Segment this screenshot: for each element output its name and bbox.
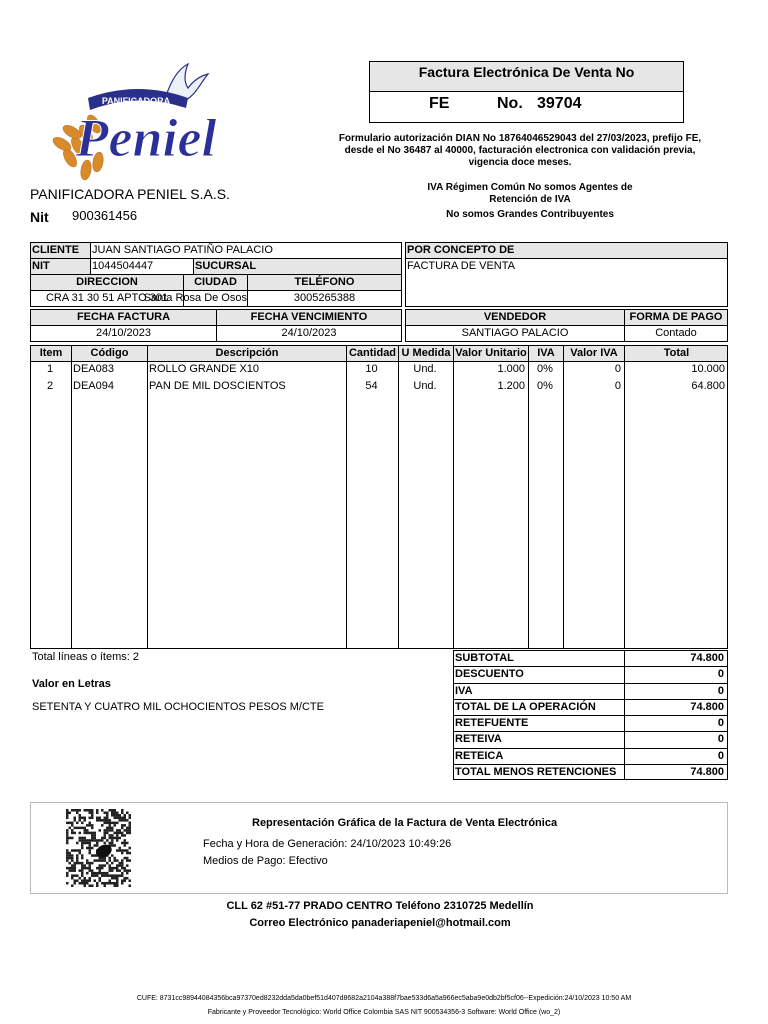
forma-pago-value: Contado bbox=[655, 327, 697, 339]
totals-value: 0 bbox=[717, 749, 724, 762]
cliente-value: JUAN SANTIAGO PATIÑO PALACIO bbox=[92, 244, 273, 256]
vendedor-value: SANTIAGO PALACIO bbox=[461, 327, 569, 339]
table-cell: DEA094 bbox=[73, 380, 114, 392]
invoice-prefix: FE bbox=[429, 95, 450, 112]
company-logo bbox=[48, 58, 218, 186]
payment-method bbox=[203, 855, 328, 867]
direccion-value: CRA 31 30 51 APTO 301 bbox=[45, 292, 169, 304]
footer-email bbox=[30, 917, 730, 929]
table-cell: PAN DE MIL DOSCIENTOS bbox=[149, 380, 286, 392]
items-header-cell: Item bbox=[39, 347, 63, 359]
items-column-divider bbox=[624, 345, 625, 649]
fecha-factura-value: 24/10/2023 bbox=[95, 327, 152, 339]
items-column-divider bbox=[398, 345, 399, 649]
client-vline-1 bbox=[90, 242, 91, 274]
valor-letras-label: Valor en Letras bbox=[32, 678, 111, 690]
items-column-divider bbox=[453, 345, 454, 649]
totals-value: 0 bbox=[717, 717, 724, 729]
table-cell: Und. bbox=[413, 363, 437, 375]
table-cell: ROLLO GRANDE X10 bbox=[149, 363, 260, 375]
fecha-vencimiento-label: FECHA VENCIMIENTO bbox=[250, 311, 368, 323]
items-header-cell: Código bbox=[90, 347, 129, 359]
dian-line-1: Formulario autorización DIAN No 18764046529043 del 27/03/2023, prefijo FE, bbox=[338, 133, 702, 144]
totals-value: 0 bbox=[717, 684, 724, 697]
table-cell: 1.200 bbox=[497, 380, 525, 392]
table-cell: 0 bbox=[614, 363, 621, 375]
telefono-label: TELÉFONO bbox=[294, 276, 355, 288]
sucursal-label: SUCURSAL bbox=[195, 260, 257, 272]
table-cell: 0% bbox=[537, 380, 553, 392]
dian-line-3: vigencia doce meses. bbox=[468, 157, 572, 168]
dian-text bbox=[320, 133, 720, 169]
totals-label: TOTAL MENOS RETENCIONES bbox=[455, 765, 617, 778]
totals-value: 74.800 bbox=[690, 765, 724, 778]
telefono-value: 3005265388 bbox=[293, 292, 356, 304]
contributor-text: No somos Grandes Contribuyentes bbox=[446, 209, 614, 220]
table-cell: 0 bbox=[614, 380, 621, 392]
footer-address: CLL 62 #51-77 PRADO CENTRO Teléfono 2310725 Medellín bbox=[226, 900, 534, 912]
valor-letras-value: SETENTA Y CUATRO MIL OCHOCIENTOS PESOS M/CTE bbox=[32, 701, 324, 713]
logo-arc-text: PANIFICADORA bbox=[101, 96, 171, 106]
footer-email-value: panaderiapeniel@hotmail.com bbox=[351, 917, 511, 929]
table-cell: 10.000 bbox=[691, 363, 725, 375]
company-nit-label: Nit bbox=[30, 209, 49, 225]
items-header-cell: Descripción bbox=[215, 347, 279, 359]
table-cell: 2 bbox=[46, 380, 54, 392]
items-header-cell: U Medida bbox=[401, 347, 451, 359]
generation-date bbox=[203, 838, 451, 850]
concepto-label: POR CONCEPTO DE bbox=[407, 244, 515, 256]
items-header-cell: Total bbox=[663, 347, 690, 359]
cufe-text: CUFE: 8731cc98944084356bca97370ed8232dda5da0bef51d407d8682a2104a388f7bae533d6a5a966ec5aba9e0db2bf5cf06--Expedición:24/10/2023 10:50 AM bbox=[136, 995, 632, 1002]
invoice-no-label: No. bbox=[497, 95, 523, 112]
table-cell: 0% bbox=[537, 363, 553, 375]
table-cell: 64.800 bbox=[691, 380, 725, 392]
items-header-cell: Valor IVA bbox=[570, 347, 618, 359]
client-vline-2 bbox=[193, 258, 194, 274]
table-cell: Und. bbox=[413, 380, 437, 392]
fabricante-text: Fabricante y Proveedor Tecnológico: World Office Colombia SAS NIT 900534356-3 Software: World Office (wo_2) bbox=[207, 1009, 561, 1016]
table-cell: DEA083 bbox=[73, 363, 114, 375]
dian-line-2: desde el No 36487 al 40000, facturación electronica con validación previa, bbox=[344, 145, 696, 156]
items-header-cell: IVA bbox=[537, 347, 555, 359]
fecha-factura-label: FECHA FACTURA bbox=[76, 311, 171, 323]
invoice-number-box bbox=[369, 91, 684, 123]
forma-pago-label: FORMA DE PAGO bbox=[629, 311, 723, 323]
cliente-label: CLIENTE bbox=[32, 244, 80, 256]
direccion-label: DIRECCION bbox=[76, 276, 138, 288]
totals-label: RETEICA bbox=[455, 749, 504, 762]
table-cell: 1 bbox=[46, 363, 54, 375]
table-cell: 10 bbox=[365, 363, 378, 375]
nit-value: 1044504447 bbox=[92, 260, 154, 272]
items-column-divider bbox=[528, 345, 529, 649]
invoice-title: Factura Electrónica De Venta No bbox=[418, 64, 635, 80]
logo-brand-text: Peniel bbox=[75, 108, 217, 168]
nit-label: NIT bbox=[32, 260, 50, 272]
total-lines: Total líneas o ítems: 2 bbox=[32, 651, 139, 663]
iva-regime-text bbox=[380, 182, 680, 206]
items-column-divider bbox=[147, 345, 148, 649]
totals-value: 0 bbox=[717, 668, 724, 681]
items-header-cell: Valor Unitario bbox=[455, 347, 527, 359]
items-column-divider bbox=[71, 345, 72, 649]
fecha-vencimiento-value: 24/10/2023 bbox=[281, 327, 337, 339]
company-nit-value: 900361456 bbox=[72, 208, 138, 223]
footer-email-label: Correo Electrónico bbox=[249, 917, 349, 929]
ciudad-label: CIUDAD bbox=[194, 276, 237, 288]
items-header-cell: Cantidad bbox=[348, 347, 397, 359]
generation-date-value: 24/10/2023 10:49:26 bbox=[350, 838, 452, 850]
qr-code bbox=[66, 809, 131, 887]
totals-label: RETEIVA bbox=[455, 733, 502, 746]
totals-label: DESCUENTO bbox=[455, 668, 524, 681]
totals-value: 74.800 bbox=[690, 652, 724, 664]
generation-date-label: Fecha y Hora de Generación: bbox=[203, 838, 348, 850]
table-cell: 1.000 bbox=[497, 363, 525, 375]
iva-regime-line-1: IVA Régimen Común No somos Agentes de bbox=[427, 182, 633, 193]
table-cell: 54 bbox=[365, 380, 378, 392]
totals-value: 0 bbox=[717, 733, 724, 746]
totals-label: TOTAL DE LA OPERACIÓN bbox=[455, 700, 596, 713]
items-column-divider bbox=[563, 345, 564, 649]
items-column-divider bbox=[346, 345, 347, 649]
iva-regime-line-2: Retención de IVA bbox=[489, 194, 571, 205]
invoice-number: 39704 bbox=[537, 95, 582, 112]
vendedor-label: VENDEDOR bbox=[483, 311, 547, 323]
totals-label: SUBTOTAL bbox=[455, 652, 514, 664]
payment-method-label: Medios de Pago: bbox=[203, 855, 286, 867]
payment-method-value: Efectivo bbox=[288, 855, 328, 867]
totals-value: 74.800 bbox=[690, 700, 724, 713]
totals-label: RETEFUENTE bbox=[455, 717, 529, 729]
representation-title: Representación Gráfica de la Factura de Venta Electrónica bbox=[252, 817, 558, 829]
concepto-value: FACTURA DE VENTA bbox=[407, 260, 515, 272]
ciudad-value: Santa Rosa De Osos bbox=[143, 292, 247, 304]
totals-label: IVA bbox=[455, 684, 473, 697]
company-name: PANIFICADORA PENIEL S.A.S. bbox=[30, 186, 230, 202]
